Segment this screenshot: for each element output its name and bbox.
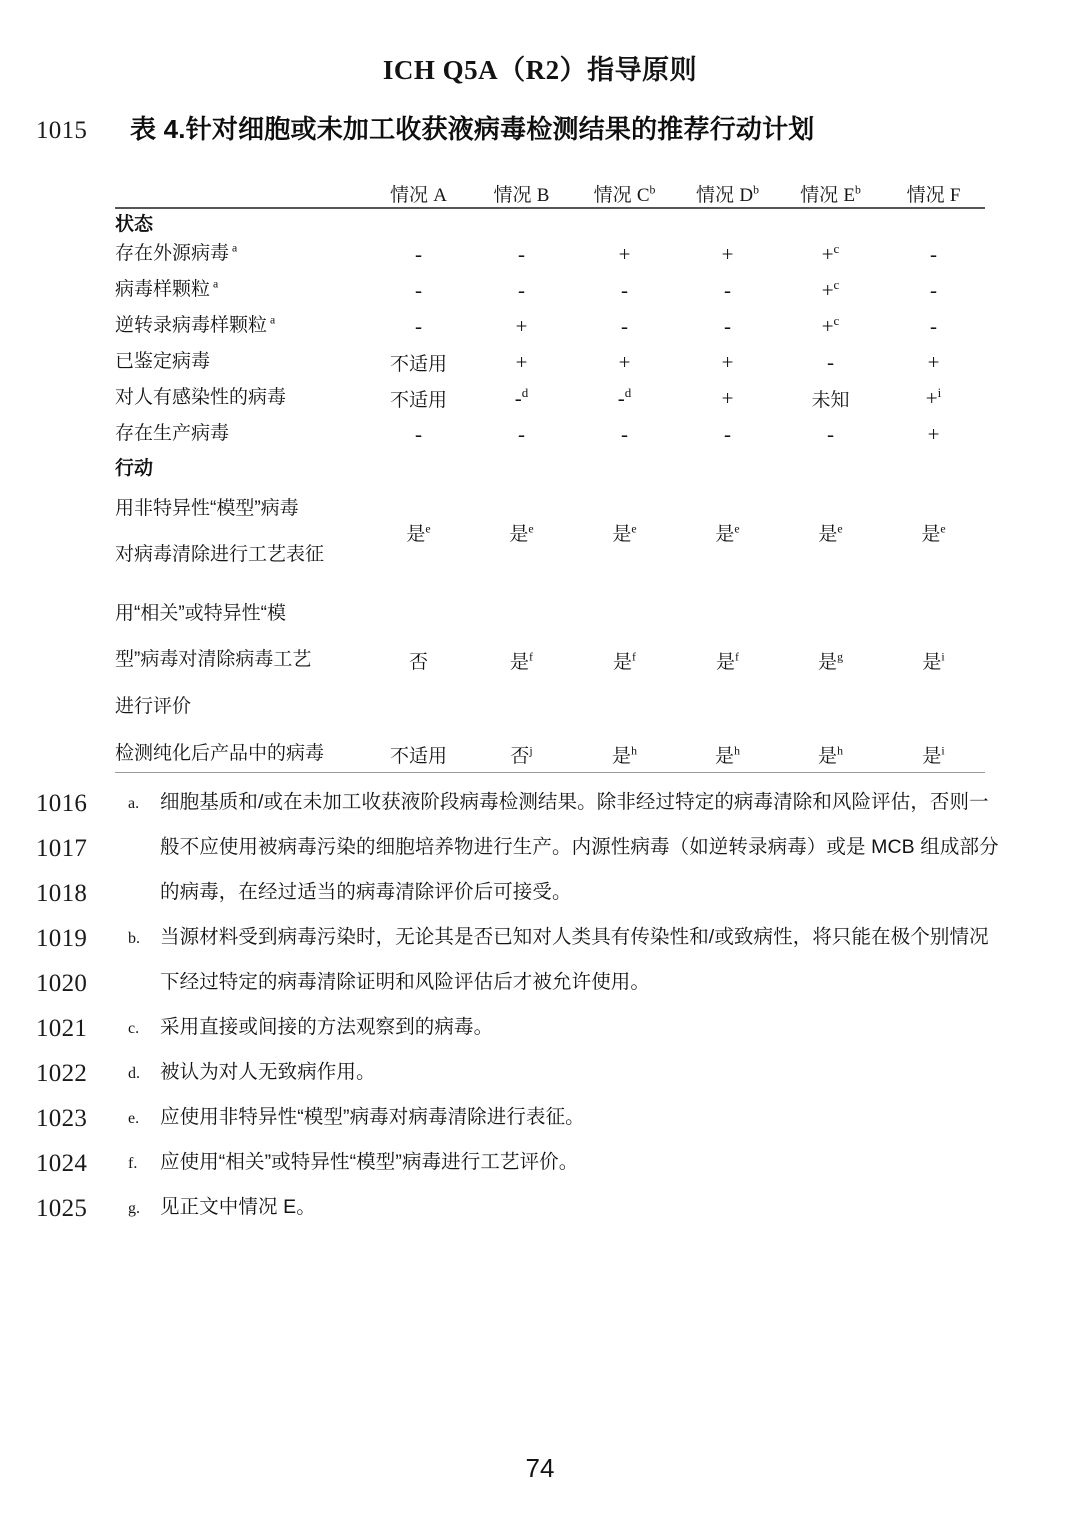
table-section-heading: 行动 [115,457,154,479]
cell-text: + [721,349,734,374]
table-header-case-d [676,180,779,208]
table-cell-value [367,416,470,452]
header-corner-blank [115,180,367,208]
footnote-row [36,789,1050,818]
table-cell-value [367,736,470,773]
header-footnote-marker: b [649,183,656,197]
running-head: ICH Q5A（R2）指导原则 [382,55,698,85]
table-cell-value [882,416,985,452]
table-cell-value [367,236,470,272]
table-cell-value [367,585,470,737]
page-title: 表 4.针对细胞或未加工收获液病毒检测结果的推荐行动计划 [130,114,815,144]
cell-footnote-marker: f [632,650,636,664]
cell-text: 是 [922,651,942,673]
cell-text: 是 [715,745,735,767]
table-section-row [115,453,985,480]
cell-text: - [930,313,937,338]
section-spacer-cell [367,453,470,480]
cell-text: - [518,277,525,302]
table-row-label [115,344,367,380]
table-header-case-a [367,180,470,208]
header-case-letter: E [843,185,855,206]
cell-text: + [925,385,938,410]
table-row-label-line: 对病毒清除进行工艺表征 [115,544,325,566]
section-spacer-cell [882,208,985,236]
footnote-row [36,1059,1050,1088]
cell-text: + [927,349,940,374]
footnote-marker: c. [128,1020,140,1038]
header-prefix: 情况 [696,185,740,206]
footnote-row [36,1194,1050,1223]
table-header-row [115,180,985,208]
table-cell-value [470,480,573,585]
cell-footnote-marker: c [833,276,840,292]
table-cell-value [676,272,779,308]
cell-footnote-marker: c [833,312,840,328]
table-cell-value [882,236,985,272]
table-row [115,736,985,773]
cell-text: + [618,241,631,266]
table-cell-value [470,308,573,344]
table-row-label [115,416,367,452]
section-spacer-cell [573,208,676,236]
table-cell-value [367,308,470,344]
table-cell-value [367,480,470,585]
table-cell-value [779,736,882,773]
cell-text: 是 [716,651,736,673]
table-row-label [115,736,367,773]
table-cell-value [470,380,573,416]
table-cell-value [573,308,676,344]
header-footnote-marker: b [855,183,861,197]
table-cell-value [676,416,779,452]
section-spacer-cell [470,453,573,480]
section-spacer-cell [882,453,985,480]
table-row-label-line: 型”病毒对清除病毒工艺 [115,649,312,671]
cell-text: - [415,277,422,302]
cell-footnote-marker: d [521,384,529,400]
table-cell-value [573,344,676,380]
footnote-marker: a. [128,795,140,813]
cell-text: + [618,349,631,374]
cell-text: + [821,241,834,266]
footnote-text: 见正文中情况 E。 [160,1196,316,1219]
table-section-heading: 状态 [115,208,367,236]
table-row-label [115,480,367,585]
table-cell-value [676,380,779,416]
cell-text: 否 [408,651,428,673]
table-row-label [115,272,367,308]
table-cell-value [573,272,676,308]
table-cell-value [882,380,985,416]
line-number: 1023 [36,1105,88,1133]
footnote-row [36,924,1050,953]
table-cell-value [573,236,676,272]
cell-footnote-marker: e [425,522,431,536]
table-row-label [115,308,367,344]
footnote-text: 采用直接或间接的方法观察到的病毒。 [160,1016,494,1039]
cell-text: - [415,313,422,338]
table-container [0,180,1080,773]
cell-footnote-marker: e [528,522,534,536]
table-row-label [115,380,367,416]
table-cell-value [882,308,985,344]
footnote-marker: g. [128,1200,140,1218]
line-number: 1020 [36,970,88,998]
footnote-list [0,789,1080,1223]
cell-text: 是 [613,651,633,673]
line-number: 1015 [36,117,88,144]
cell-footnote-marker: h [837,744,843,758]
table-cell-value [573,416,676,452]
cell-text: + [821,313,834,338]
table-cell-value [367,272,470,308]
table-cell-value [676,308,779,344]
footnote-text: 当源材料受到病毒污染时，无论其是否已知对人类具有传染性和/或致病性，将只能在极个别情况 [160,926,989,949]
header-case-letter: F [949,185,961,206]
section-spacer-cell [779,453,882,480]
cell-text: 是 [510,651,530,673]
table-cell-value [676,585,779,737]
table-row-label-line: 逆转录病毒样颗粒 $^a$ [115,313,276,337]
cell-text: - [827,349,834,374]
table-cell-value [676,236,779,272]
cell-text: + [927,422,940,447]
table-header-case-b [470,180,573,208]
footnote-row [36,1014,1050,1043]
cell-text: - [415,422,422,447]
table-row [115,380,985,416]
cell-text: - [514,385,522,410]
cell-text: - [930,241,937,266]
header-prefix: 情况 [906,185,950,206]
table-cell-value [882,736,985,773]
header-prefix: 情况 [800,185,844,206]
cell-text: - [724,313,731,338]
table-row-label-line: 病毒样颗粒 $^a$ [115,277,219,301]
footnote-marker: e. [128,1110,140,1128]
cell-text: + [721,385,734,410]
table-cell-value [676,344,779,380]
table-cell-value [779,585,882,737]
table-header-case-f [882,180,985,208]
cell-text: - [415,241,422,266]
cell-footnote-marker: f [735,650,739,664]
table-row [115,480,985,585]
table-row [115,308,985,344]
cell-text: + [515,313,528,338]
table-cell-value [882,480,985,585]
cell-text: 是 [921,523,941,545]
header-case-letter: A [433,185,447,206]
table-cell-value [779,480,882,585]
cell-text: 是 [612,523,632,545]
section-spacer-cell [367,208,470,236]
cell-text: - [518,422,525,447]
cell-footnote-marker: f [529,650,533,664]
table-row-label-line: 进行评价 [115,695,192,717]
header-case-letter: B [536,185,550,206]
footnote-text: 的病毒，在经过适当的病毒清除评价后可接受。 [160,881,572,904]
header-prefix: 情况 [493,185,537,206]
table-cell-value [573,380,676,416]
cell-text: 不适用 [389,353,447,375]
table-cell-value [470,416,573,452]
cell-footnote-marker: h [734,744,740,758]
table-cell-value [367,344,470,380]
table-cell-value [882,585,985,737]
cell-text: - [621,313,628,338]
cell-footnote-marker: e [940,522,946,536]
table-section-row [115,208,985,236]
table-cell-value [470,585,573,737]
table-cell-value [882,272,985,308]
footnote-text: 下经过特定的病毒清除证明和风险评估后才被允许使用。 [160,971,651,994]
header-prefix: 情况 [593,185,637,206]
table-cell-value [779,380,882,416]
section-spacer-cell [779,208,882,236]
cell-text: - [827,422,834,447]
cell-footnote-marker: h [631,744,637,758]
cell-text: - [724,277,731,302]
table-cell-value [367,380,470,416]
line-number: 1025 [36,1195,88,1223]
footnote-marker: b. [128,930,140,948]
table-body [115,208,985,773]
footnote-row [36,1149,1050,1178]
cell-text: 不适用 [389,389,447,411]
table-cell-value [676,736,779,773]
cell-text: 是 [612,745,632,767]
line-number: 1024 [36,1150,88,1178]
table-row-label-line: 检测纯化后产品中的病毒 [115,743,325,765]
page-number: 74 [525,1453,555,1483]
cell-footnote-marker: i [937,384,942,400]
cell-footnote-marker: e [734,522,740,536]
row-footnote-marker: a [210,277,219,291]
table-cell-value [779,272,882,308]
footnote-text: 应使用非特异性“模型”病毒对病毒清除进行表征。 [160,1106,585,1129]
header-footnote-marker: b [753,183,759,197]
cell-footnote-marker: i [941,650,945,664]
table-cell-value [779,344,882,380]
cell-footnote-marker: j [529,744,533,758]
cell-text: + [515,349,528,374]
footnote-text: 应使用“相关”或特异性“模型”病毒进行工艺评价。 [160,1151,579,1174]
table-header-case-e [779,180,882,208]
cell-text: - [621,277,628,302]
cell-text: - [724,422,731,447]
row-footnote-marker: a [267,313,276,327]
footnote-row [36,969,1050,998]
cell-footnote-marker: c [833,240,840,256]
table-row-label [115,236,367,272]
table-head [115,180,985,208]
cell-text: 不适用 [389,745,447,767]
table-title-row [0,109,1080,146]
table-cell-value [573,480,676,585]
cell-text: - [617,385,625,410]
cell-text: - [621,422,628,447]
table-cell-value [676,480,779,585]
row-footnote-marker: a [229,241,238,255]
table-row [115,416,985,452]
cell-text: 是 [922,745,942,767]
table-cell-value [779,416,882,452]
footnote-marker: f. [128,1155,138,1173]
cell-footnote-marker: d [624,384,632,400]
line-number: 1018 [36,880,88,908]
footnote-row [36,834,1050,863]
header-case-letter: D [739,185,754,206]
cell-text: 未知 [811,389,850,411]
section-spacer-cell [676,453,779,480]
cell-text: 是 [406,523,426,545]
header-case-letter: C [636,185,650,206]
cell-text: - [518,241,525,266]
table-row-label-line: 用非特异性“模型”病毒 [115,497,299,519]
header-prefix: 情况 [389,185,434,206]
table-row [115,236,985,272]
table-row [115,272,985,308]
cell-text: 是 [818,523,838,545]
table-cell-value [573,736,676,773]
table-cell-value [779,308,882,344]
section-spacer-cell [573,453,676,480]
cell-text: 是 [715,523,735,545]
table-row-label [115,585,367,737]
cell-footnote-marker: g [837,650,843,664]
table-row-label-line: 对人有感染性的病毒 [115,387,287,409]
line-number: 1019 [36,925,88,953]
table-row [115,344,985,380]
table-row-label-line: 存在外源病毒 $^a$ [115,241,238,264]
cell-text: - [930,277,937,302]
footnote-text: 细胞基质和/或在未加工收获液阶段病毒检测结果。除非经过特定的病毒清除和风险评估，否则一 [160,791,989,814]
table-cell-value [573,585,676,737]
cell-text: + [821,277,834,302]
table-header-case-c [573,180,676,208]
line-number: 1021 [36,1015,88,1043]
table-row-label-line: 已鉴定病毒 [115,351,211,373]
footnote-marker: d. [128,1065,140,1083]
footnote-row [36,1104,1050,1133]
section-spacer-cell [470,208,573,236]
virus-testing-action-plan-table [115,180,985,773]
table-cell-value [882,344,985,380]
table-cell-value [470,736,573,773]
line-number: 1022 [36,1060,88,1088]
line-number: 1017 [36,835,88,863]
cell-footnote-marker: i [941,744,945,758]
line-number: 1016 [36,790,88,818]
table-row-label-line: 存在生产病毒 [115,423,230,445]
cell-text: 是 [818,745,838,767]
cell-text: 是 [509,523,529,545]
cell-text: 否 [510,745,530,767]
footnote-text: 被认为对人无致病作用。 [160,1061,376,1084]
table-cell-value [470,272,573,308]
cell-text: 是 [818,651,838,673]
table-row-label-line: 用“相关”或特异性“模 [115,602,286,624]
table-cell-value [470,236,573,272]
cell-footnote-marker: e [837,522,843,536]
table-row [115,585,985,737]
table-cell-value [779,236,882,272]
table-cell-value [470,344,573,380]
footnote-row [36,879,1050,908]
cell-footnote-marker: e [631,522,637,536]
footnote-text: 般不应使用被病毒污染的细胞培养物进行生产。内源性病毒（如逆转录病毒）或是 MCB 组成部分 [160,836,999,859]
section-spacer-cell [676,208,779,236]
cell-text: + [721,241,734,266]
